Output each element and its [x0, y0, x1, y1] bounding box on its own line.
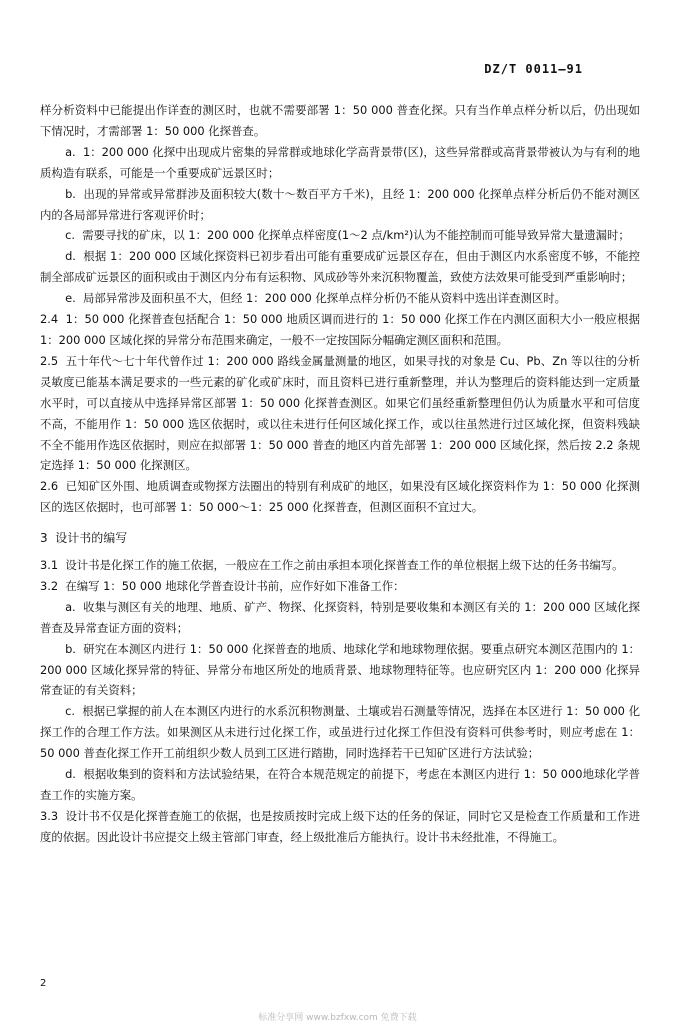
list-item-c: c. 根据已掌握的前人在本测区内进行的水系沉积物测量、土壤或岩石测量等情况，选择在本区进行 1：50 000 化探工作的合理工作方法。如果测区从未进行过化探工作，或虽进行过化探工作但没有资料可供参考时，则应考虑在 1：50 000 普查化探工作开工前组织少数人员到工区进行踏勘，同时选择若干已知矿区进行方法试验； — [40, 704, 640, 761]
list-item-b: b. 研究在本测区内进行 1：50 000 化探普查的地质、地球化学和地球物理依据。要重点研究本测区范围内的 1：200 000 区域化探异常的特征、异常分布地区所处的地质背景、地球物理特征等。也应研究区内 1：200 000 化探异常查证的有关资料； — [40, 641, 641, 698]
page-number: 2 — [40, 978, 47, 989]
clause-2-6: 2.6 已知矿区外围、地质调查或物探方法圈出的特别有利成矿的地区，如果没有区域化探资料作为 1：50 000 化探测区的选区依据时，也可部署 1：50 000～1：25 000 化探普查，但测区面积不宜过大。 — [40, 479, 640, 515]
list-item-b: b. 出现的异常或异常群涉及面积较大(数十～数百平方千米)，且经 1：200 000 化探单点样分析后仍不能对测区内的各局部异常进行客观评价时； — [40, 186, 641, 222]
watermark-text: 标准分享网 www.bzfxw.com 免费下载 — [258, 1013, 417, 1023]
clause-3-2: 3.2 在编写 1：50 000 地球化学普查设计书前，应作好如下准备工作： — [40, 578, 405, 593]
body-text — [40, 100, 640, 848]
list-item-a: a. 收集与测区有关的地理、地质、矿产、物探、化探资料，特别是要收集和本测区有关的 1：200 000 区域化探普查及异常查证方面的资料； — [40, 599, 640, 635]
section-heading-3: 3 设计书的编写 — [40, 531, 128, 546]
clause-3-3: 3.3 设计书不仅是化探普查施工的依据，也是按质按时完成上级下达的任务的保证，同时它又是检查工作质量和工作进度的依据。因此设计书应提交上级主管部门审查，经上级批准后方能执行。设计书未经批准，不得施工。 — [40, 808, 640, 844]
clause-2-5: 2.5 五十年代～七十年代曾作过 1：200 000 路线金属量测量的地区，如果寻找的对象是 Cu、Pb、Zn 等以往的分析灵敏度已能基本满足要求的一些元素的矿化或矿床时，而且资料已进行重新整理，并认为整理后的资料能达到一定质量水平时，可以直接从中选择异常区部署 1：50 000 化探普查测区。如果它们虽经重新整理但仍认为质量水平和可信度不高，不能用作 1：50 000 选区依据时，或以往未进行任何区域化探工作，或以往虽然进行过区域化探，但资料残缺不全不能用作选区依据时，则应在拟部署 1：50 000 普查的地区内首先部署 1：200 000 区域化探，然后按 2.2 条规定选择 1：50 000 化探测区。 — [40, 353, 640, 473]
clause-2-4: 2.4 1：50 000 化探普查包括配合 1：50 000 地质区调而进行的 1：50 000 化探工作在内测区面积大小一般应根据 1：200 000 区域化探的异常分布范围来确定，一般不一定按国际分幅确定测区面积和范围。 — [40, 312, 640, 347]
list-item-c: c. 需要寻找的矿床，以 1：200 000 化探单点样密度(1～2 点/km²)认为不能控制而可能导致异常大量遗漏时； — [65, 228, 630, 243]
clause-3-1: 3.1 设计书是化探工作的施工依据，一般应在工作之前由承担本项化探普查工作的单位根据上级下达的任务书编写。 — [40, 558, 624, 573]
standard-code-header: DZ/T 0011—91 — [484, 62, 583, 76]
list-item-d: d. 根据收集到的资料和方法试验结果，在符合本规范规定的前提下，考虑在本测区内进行 1：50 000地球化学普查工作的实施方案。 — [40, 767, 640, 802]
list-item-d: d. 根据 1：200 000 区域化探资料已初步看出可能有重要成矿远景区存在，但由于测区内水系密度不够，不能控制全部成矿远景区的面积或由于测区内分布有运积物、风成砂等外来沉积物覆盖，致使方法效果可能受到严重影响时； — [40, 249, 640, 285]
list-item-a: a. 1：200 000 化探中出现成片密集的异常群或地球化学高背景带(区)，这些异常群或高背景带被认为与有利的地质构造有联系，可能是一个重要成矿远景区时； — [40, 144, 640, 180]
list-item-e: e. 局部异常涉及面积虽不大，但经 1：200 000 化探单点样分析仍不能从资料中选出详查测区时。 — [65, 291, 567, 306]
paragraph-continuation: 样分析资料中已能提出作详查的测区时，也就不需要部署 1：50 000 普查化探。只有当作单点样分析以后，仍出现如下情况时，才需部署 1：50 000 化探普查。 — [40, 103, 640, 138]
